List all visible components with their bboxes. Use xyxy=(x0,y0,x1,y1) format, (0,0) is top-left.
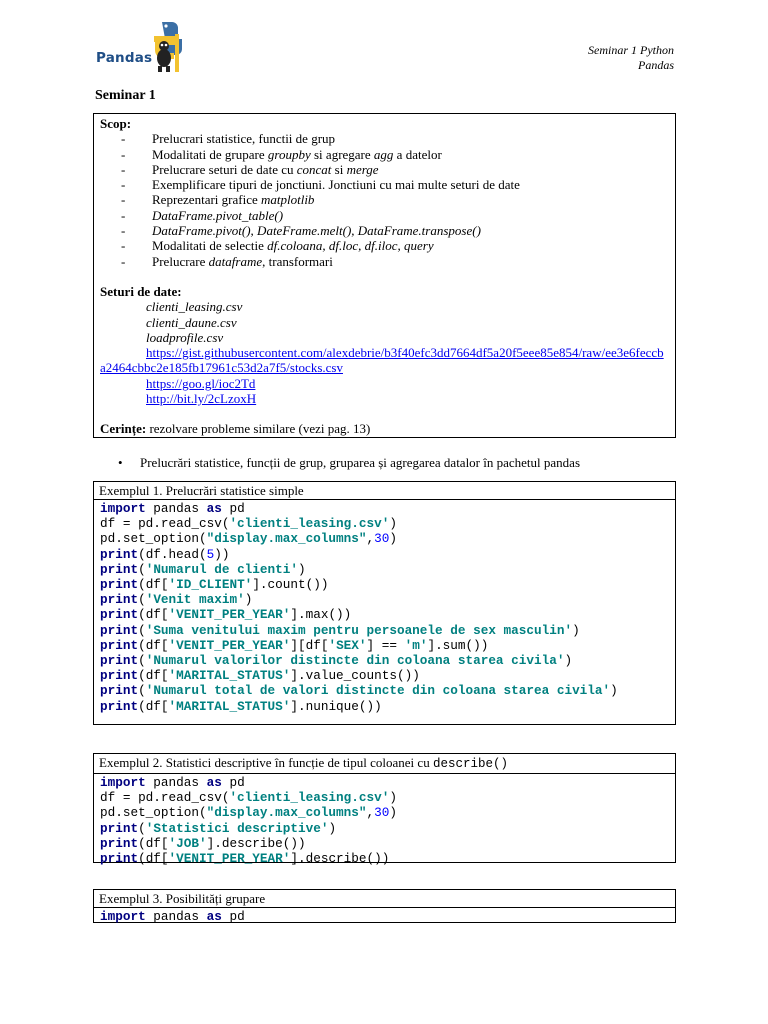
example-2-box xyxy=(93,753,676,867)
scop-item xyxy=(121,177,669,192)
scop-label: Scop: xyxy=(100,116,132,131)
scop-item xyxy=(121,131,669,146)
example-title xyxy=(94,890,675,908)
header-line-1: Seminar 1 Python xyxy=(588,43,674,57)
scop-item xyxy=(121,238,669,253)
datasets-label: Seturi de date: xyxy=(100,283,182,299)
scop-item-text: Reprezentari grafice xyxy=(152,192,261,208)
cerinte-text: rezolvare probleme similare (vezi pag. 13) xyxy=(146,421,371,437)
example-title-text: Exemplul 3. Posibilități grupare xyxy=(99,891,266,906)
document-header xyxy=(588,43,674,72)
scop-item-text: Prelucrare seturi de date cu xyxy=(152,161,297,177)
code-line: import pandas as pd xyxy=(100,775,245,790)
scop-item xyxy=(121,192,669,207)
scop-item xyxy=(121,147,669,162)
scop-item-text: Modalitati de selectie xyxy=(152,238,268,254)
code-line: print(df['MARITAL_STATUS'].nunique()) xyxy=(100,698,382,714)
code-line: print(df['VENIT_PER_YEAR'][df['SEX'] == 'm'].sum()) xyxy=(100,637,489,653)
example-title-text: Exemplul 2. Statistici descriptive în funcție de tipul coloanei cu xyxy=(99,755,433,770)
example-title-code: describe() xyxy=(432,757,508,771)
scop-item-text: dataframe xyxy=(208,253,263,269)
code-line: print(df['MARITAL_STATUS'].value_counts()) xyxy=(100,668,420,684)
cerinte-label: Cerințe: xyxy=(100,421,147,437)
code-line: print(df['JOB'].describe()) xyxy=(100,835,306,851)
bullet-dot-icon: • xyxy=(118,455,123,470)
code-line: print('Numarul valorilor distincte din coloana starea civila') xyxy=(100,653,573,669)
code-line: print('Statistici descriptive') xyxy=(100,820,337,836)
code-block xyxy=(94,774,675,868)
example-title xyxy=(94,754,675,774)
scop-item-text: agg xyxy=(373,146,394,162)
header-line-2: Pandas xyxy=(638,57,674,72)
scop-item xyxy=(121,162,669,177)
datasets-list xyxy=(100,299,669,345)
example-1-box xyxy=(93,481,676,725)
dataset-file: loadprofile.csv xyxy=(146,329,224,345)
scop-item-text: Modalitati de grupare xyxy=(152,146,268,162)
code-line: import pandas as pd xyxy=(100,501,245,516)
dataset-link[interactable]: https://goo.gl/ioc2Td xyxy=(146,375,256,391)
scop-box xyxy=(93,113,676,438)
dataset-file: clienti_daune.csv xyxy=(146,314,237,330)
dataset-link[interactable]: https://gist.githubusercontent.com/alexdebrie/b3f40efc3dd7664df5a20f5eee85e854/raw/ee3e6feccba2464cbbc2e185fb17961c53d2a7f5/stocks.csv xyxy=(100,345,664,376)
code-line: pd.set_option("display.max_columns",30) xyxy=(100,531,397,547)
code-block xyxy=(94,908,675,926)
scop-item-text: groupby xyxy=(267,146,311,162)
scop-item-text: si xyxy=(331,161,347,177)
scop-item-text: DataFrame.pivot_table() xyxy=(152,207,284,223)
scop-item xyxy=(121,208,669,223)
cerinte-line xyxy=(100,421,669,436)
code-line: pd.set_option("display.max_columns",30) xyxy=(100,805,397,821)
scop-list xyxy=(121,131,669,269)
dataset-link[interactable]: http://bit.ly/2cLzoxH xyxy=(146,391,257,407)
scop-item-text: df.coloana, df.loc, df.iloc, query xyxy=(267,238,434,254)
scop-item xyxy=(121,254,669,269)
scop-item-text: Exemplificare tipuri de jonctiuni. Jonctiuni cu mai multe seturi de date xyxy=(152,177,520,193)
scop-item-text: , transformari xyxy=(262,253,333,269)
code-line: df = pd.read_csv('clienti_leasing.csv') xyxy=(100,790,397,806)
example-3-box xyxy=(93,889,676,923)
example-title-text: Exemplul 1. Prelucrări statistice simple xyxy=(99,483,304,498)
code-line: df = pd.read_csv('clienti_leasing.csv') xyxy=(100,516,397,532)
python-panda-icon xyxy=(148,20,188,74)
example-title xyxy=(94,482,675,500)
scop-item-text: matplotlib xyxy=(260,192,315,208)
links-list xyxy=(100,345,669,406)
dataset-file: clienti_leasing.csv xyxy=(146,299,243,315)
page-title: Seminar 1 xyxy=(95,88,156,103)
code-line: print('Numarul total de valori distincte din coloana starea civila') xyxy=(100,683,618,699)
code-line: import pandas as pd xyxy=(100,909,245,924)
code-line: print('Suma venitului maxim pentru persoanele de sex masculin') xyxy=(100,622,580,638)
pandas-logo xyxy=(96,20,192,76)
scop-item-text: DataFrame.pivot(), DateFrame.melt(), DataFrame.transpose() xyxy=(152,223,481,239)
section-bullet-text: Prelucrări statistice, funcții de grup, gruparea și agregarea datalor în pachetul pandas xyxy=(140,455,581,470)
scop-item-text: concat xyxy=(296,161,332,177)
scop-item-text: a datelor xyxy=(393,146,442,162)
code-block xyxy=(94,500,675,716)
code-line: print(df['VENIT_PER_YEAR'].max()) xyxy=(100,607,352,623)
code-line: print(df.head(5)) xyxy=(100,546,230,562)
code-line: print('Numarul de clienti') xyxy=(100,561,306,577)
logo-text: Pandas xyxy=(96,50,153,66)
scop-item-text: Prelucrari statistice, functii de grup xyxy=(152,131,336,147)
code-line: print('Venit maxim') xyxy=(100,592,253,608)
code-line: print(df['ID_CLIENT'].count()) xyxy=(100,577,329,593)
scop-item-text: si agregare xyxy=(310,146,374,162)
code-line: print(df['VENIT_PER_YEAR'].describe()) xyxy=(100,851,390,867)
scop-item xyxy=(121,223,669,238)
scop-item-text: merge xyxy=(346,161,379,177)
scop-item-text: Prelucrare xyxy=(152,253,209,269)
